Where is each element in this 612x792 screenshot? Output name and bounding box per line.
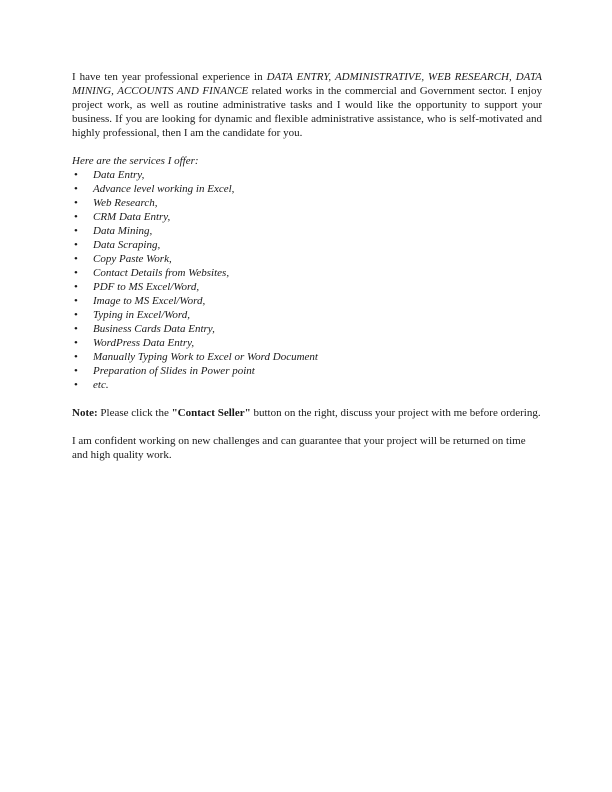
service-list-item: • Web Research,	[72, 196, 542, 210]
service-list-item: • Data Mining,	[72, 224, 542, 238]
document-body	[72, 70, 542, 462]
note-text-1: Please click the	[97, 407, 172, 419]
spacer	[72, 392, 542, 406]
service-list-item: • CRM Data Entry,	[72, 210, 542, 224]
intro-paragraph	[72, 70, 542, 140]
spacer	[72, 140, 542, 154]
service-list-item: • WordPress Data Entry,	[72, 336, 542, 350]
service-list-item: • Typing in Excel/Word,	[72, 308, 542, 322]
service-list-item: • PDF to MS Excel/Word,	[72, 280, 542, 294]
services-heading: Here are the services I offer:	[72, 155, 199, 167]
closing-paragraph: I am confident working on new challenges and can guarantee that your project will be returned on time and high quality work.	[72, 435, 526, 461]
service-list-item: • Data Scraping,	[72, 238, 542, 252]
note-text-2: button on the right, discuss your project with me before ordering.	[250, 407, 541, 419]
services-list	[72, 168, 542, 392]
note-paragraph	[72, 406, 542, 420]
intro-text-2: related works in the commercial and Government sector. I enjoy project work, as well as routine administrative tasks and I would like the opportunity to support your business. If you are looking for dynamic and flexible administrative assistance, who is self-motivated and highly professional, then I am the candidate for you.	[72, 85, 542, 139]
intro-highlight: DATA ENTRY, ADMINISTRATIVE, WEB RESEARCH, DATA MINING, ACCOUNTS AND FINANCE	[72, 71, 542, 97]
service-list-item: • etc.	[72, 378, 542, 392]
service-list-item: • Contact Details from Websites,	[72, 266, 542, 280]
spacer	[72, 420, 542, 434]
intro-text-1: I have ten year professional experience in	[72, 71, 267, 83]
service-list-item: • Preparation of Slides in Power point	[72, 364, 542, 378]
service-list-item: • Manually Typing Work to Excel or Word Document	[72, 350, 542, 364]
service-list-item: • Business Cards Data Entry,	[72, 322, 542, 336]
service-list-item: • Image to MS Excel/Word,	[72, 294, 542, 308]
service-list-item: • Copy Paste Work,	[72, 252, 542, 266]
service-list-item: • Advance level working in Excel,	[72, 182, 542, 196]
note-label: Note:	[72, 407, 98, 419]
service-list-item: • Data Entry,	[72, 168, 542, 182]
contact-seller-reference: "Contact Seller"	[171, 407, 251, 419]
